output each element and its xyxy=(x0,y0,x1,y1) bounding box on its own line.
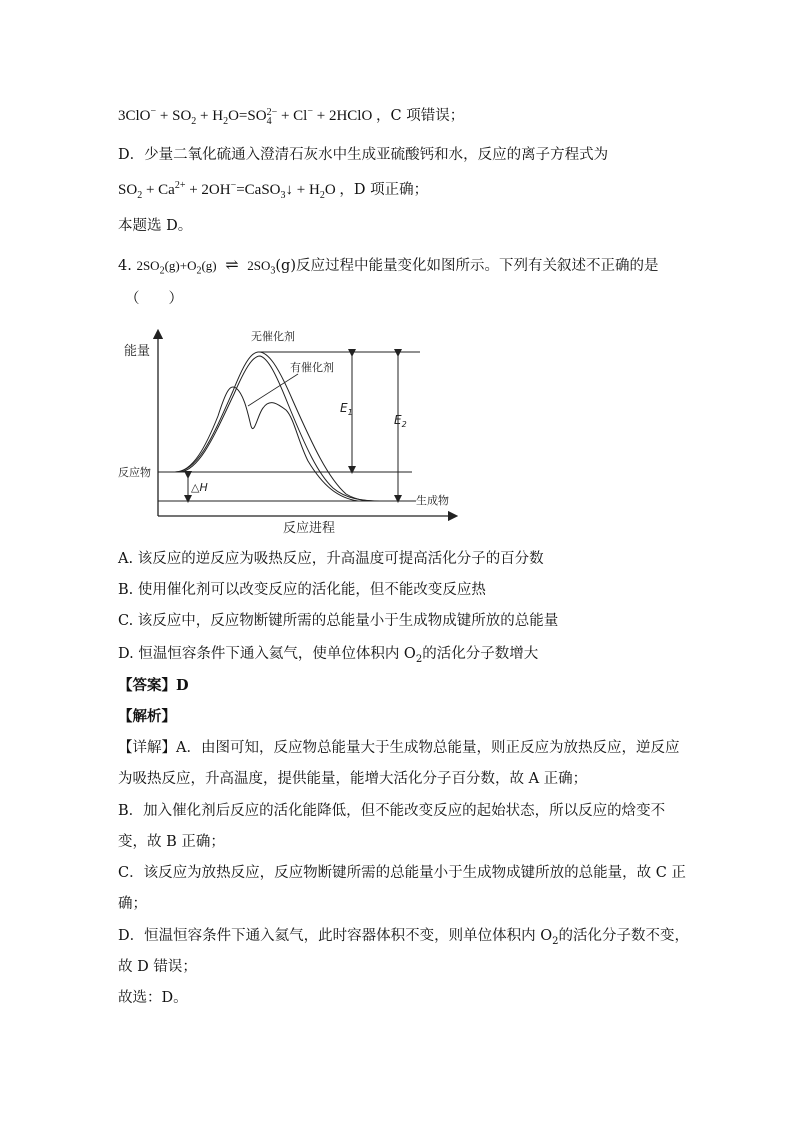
answer-blank: （ ） xyxy=(125,291,183,307)
e2-letter: E xyxy=(394,413,402,427)
e1-label xyxy=(340,401,353,417)
q4-part: 2SO xyxy=(247,258,271,273)
y-axis-label: 能量 xyxy=(124,344,151,359)
eq-d-verdict: ，D 项正确； xyxy=(339,182,429,198)
eq-d-sup: 2+ xyxy=(174,180,186,191)
q4-reactants xyxy=(136,258,217,277)
option-d-text: D. 恒温恒容条件下通入氦气，使单位体积内 O xyxy=(118,646,416,662)
e2-label xyxy=(394,413,407,429)
option-d-sub: 2 xyxy=(415,653,423,665)
eq-d-formula xyxy=(118,180,339,201)
eq-d-sub: 2 xyxy=(319,190,325,201)
energy-diagram xyxy=(118,326,468,542)
eq-c-verdict: ，C 项错误； xyxy=(376,108,465,124)
q4-products xyxy=(247,258,276,277)
eq-c-part: O=SO xyxy=(228,108,267,124)
eq-c-sub: 2 xyxy=(223,116,229,127)
q4-sub: 2 xyxy=(159,265,165,277)
explanation-d-2: 故 D 错误； xyxy=(118,959,197,975)
q4-sub: 2 xyxy=(196,265,202,277)
eq-d-part: O xyxy=(324,182,336,198)
eq-c-part: + H xyxy=(196,108,224,124)
eq-d-sub: 3 xyxy=(280,190,286,201)
x-axis-label: 反应进程 xyxy=(283,521,336,536)
eq-c-part: + SO xyxy=(156,108,192,124)
q4-part: (g)+O xyxy=(164,258,197,273)
final-answer: 故选：D。 xyxy=(118,990,188,1006)
delta-h-label: △H xyxy=(191,481,208,494)
eq-c-sub: 2 xyxy=(191,116,197,127)
explanation-c-2: 确； xyxy=(118,896,147,912)
explanation-d-1 xyxy=(118,926,689,946)
uncatalyzed-label: 无催化剂 xyxy=(251,330,295,343)
eq-c-sup: − xyxy=(307,106,313,117)
e2-subscript: 2 xyxy=(401,420,407,429)
question-number: 4. xyxy=(118,258,137,274)
explanation-b-2: 变，故 B 正确； xyxy=(118,834,225,850)
eq-c-part: + 2HClO xyxy=(312,108,373,124)
eq-d-part: SO xyxy=(118,182,138,198)
question-4-text: (g)反应过程中能量变化如图所示。下列有关叙述不正确的是 xyxy=(275,258,659,274)
product-label: 生成物 xyxy=(416,494,449,507)
eq-d-part: =CaSO xyxy=(236,182,281,198)
catalyzed-leader-line xyxy=(248,374,298,406)
e1-subscript: 1 xyxy=(347,408,353,417)
option-b: B. 使用催化剂可以改变反应的活化能，但不能改变反应热 xyxy=(118,582,486,598)
explanation-d-text: D．恒温恒容条件下通入氦气，此时容器体积不变，则单位体积内 O xyxy=(118,928,553,944)
eq-d-part: + Ca xyxy=(142,182,175,198)
eq-c-part: 3ClO xyxy=(118,108,151,124)
eq-c-part: + Cl xyxy=(277,108,308,124)
reactant-label: 反应物 xyxy=(118,466,151,479)
reversible-arrow-icon: ⇌ xyxy=(225,255,239,274)
explanation-d-sub: 2 xyxy=(552,935,559,947)
option-c: C. 该反应中，反应物断键所需的总能量小于生成物成键所放的总能量 xyxy=(118,613,559,629)
explanation-d-text-end: 的活化分子数不变， xyxy=(558,928,689,944)
eq-d-part: + 2OH xyxy=(185,182,231,198)
catalyzed-label: 有催化剂 xyxy=(290,361,334,374)
eq-c-sup: − xyxy=(150,106,157,117)
e1-letter: E xyxy=(340,401,348,415)
answer-heading: 【答案】D xyxy=(118,677,189,694)
q4-sub: 3 xyxy=(270,265,276,277)
explanation-a-2: 为吸热反应，升高温度，提供能量，能增大活化分子百分数，故 A 正确； xyxy=(118,771,588,787)
option-d-explanation-intro: D．少量二氧化硫通入澄清石灰水中生成亚硫酸钙和水，反应的离子方程式为 xyxy=(118,147,609,163)
eq-d-part: ↓ + H xyxy=(285,182,320,198)
explanation-a-1: 【详解】A．由图可知，反应物总能量大于生成物总能量，则正反应为放热反应，逆反应 xyxy=(118,740,680,756)
option-d xyxy=(118,644,538,664)
q4-part: (g) xyxy=(201,258,217,273)
analysis-heading: 【解析】 xyxy=(118,708,176,725)
uncatalyzed-curve-outer xyxy=(180,356,380,501)
explanation-c-1: C．该反应为放热反应，反应物断键所需的总能量小于生成物成键所放的总能量，故 C 正 xyxy=(118,865,686,881)
question-4-stem xyxy=(118,255,658,276)
option-d-text-end: 的活化分子数增大 xyxy=(422,646,539,662)
equation-c-line xyxy=(118,106,464,126)
eq-c-sup: 2− xyxy=(266,106,278,118)
uncatalyzed-curve xyxy=(175,352,380,501)
conclusion-1: 本题选 D。 xyxy=(118,218,193,234)
explanation-b-1: B．加入催化剂后反应的活化能降低，但不能改变反应的起始状态，所以反应的焓变不 xyxy=(118,803,666,819)
q4-part: 2SO xyxy=(136,258,160,273)
eq-d-sup: − xyxy=(230,180,237,191)
eq-c-formula xyxy=(118,106,376,127)
equation-d-line xyxy=(118,180,428,200)
eq-c-sub: 4 xyxy=(266,115,272,127)
option-a: A. 该反应的逆反应为吸热反应，升高温度可提高活化分子的百分数 xyxy=(118,551,544,567)
eq-d-sub: 2 xyxy=(137,190,143,201)
